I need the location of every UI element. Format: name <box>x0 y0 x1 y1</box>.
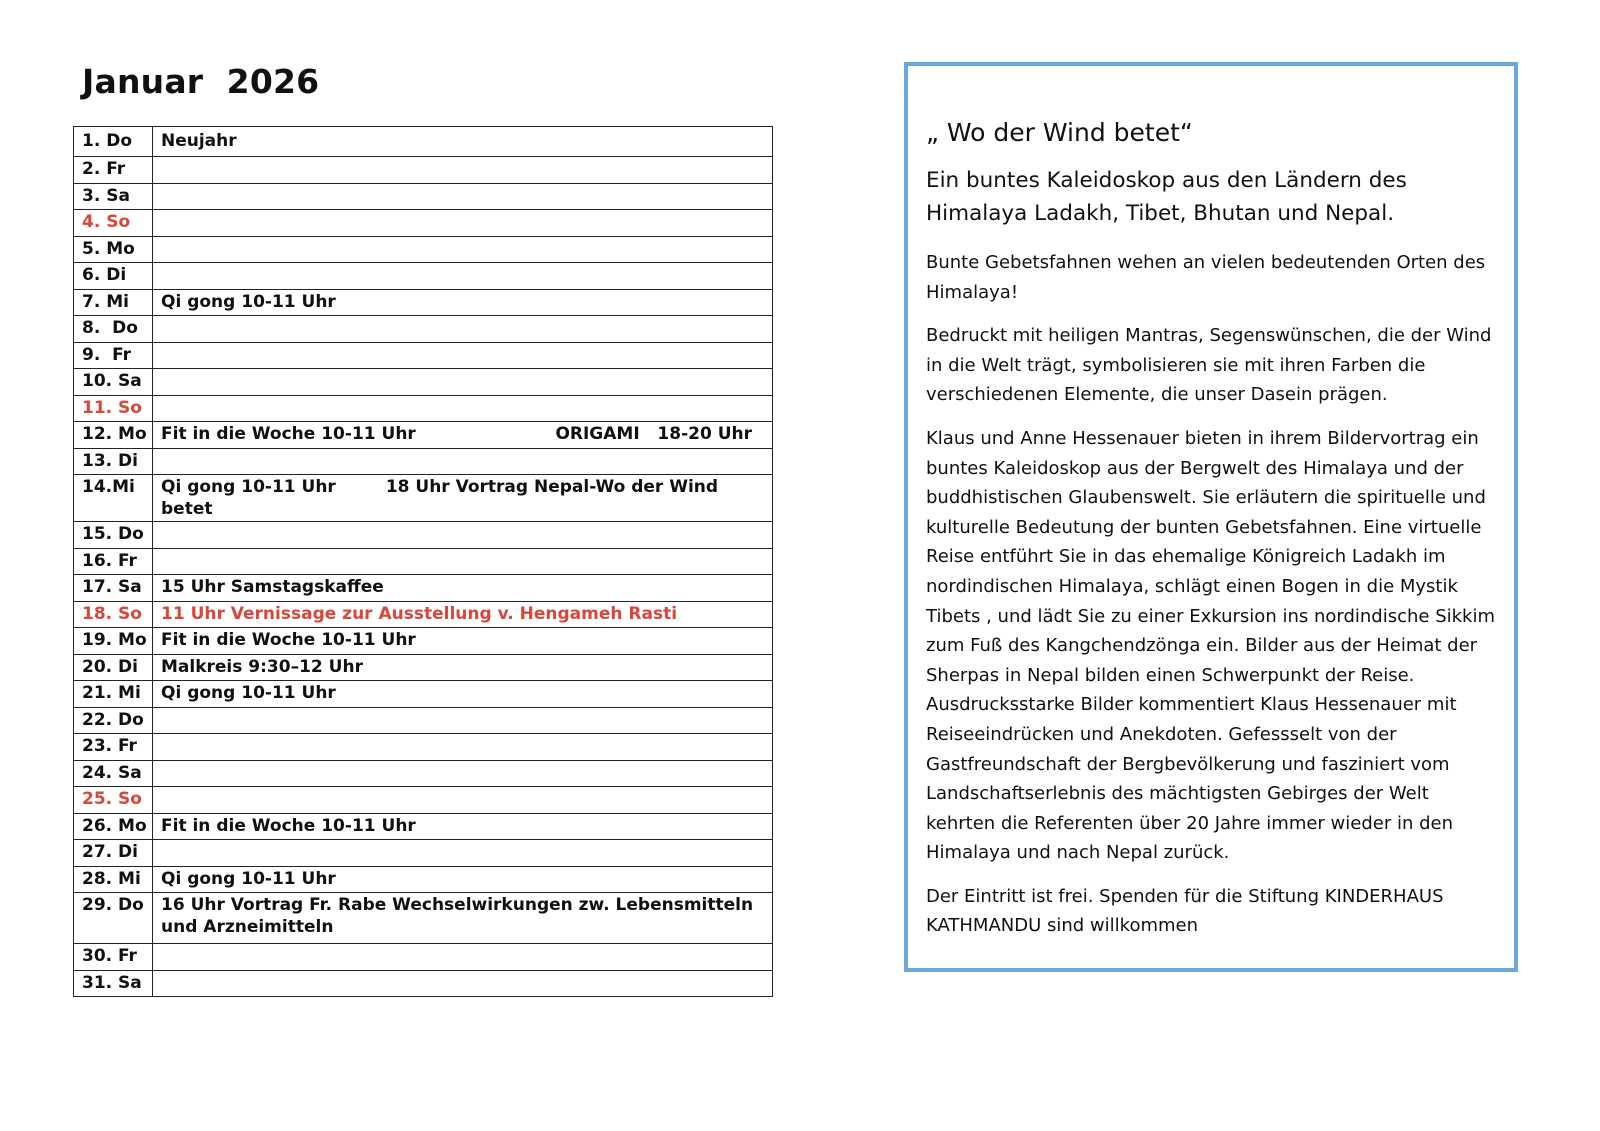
event-cell <box>153 548 773 575</box>
event-cell <box>153 342 773 369</box>
event-cell: Fit in die Woche 10-11 Uhr <box>153 813 773 840</box>
calendar-row <box>74 289 773 316</box>
calendar-row <box>74 970 773 997</box>
info-title: „ Wo der Wind betet“ <box>926 118 1193 147</box>
event-cell <box>153 422 773 449</box>
calendar-table <box>73 126 773 997</box>
calendar-row <box>74 681 773 708</box>
event-cell <box>153 970 773 997</box>
event-cell <box>153 369 773 396</box>
calendar-row <box>74 654 773 681</box>
event-cell <box>153 263 773 290</box>
event-cell <box>153 760 773 787</box>
info-subtitle: Ein buntes Kaleidoskop aus den Ländern des Himalaya Ladakh, Tibet, Bhutan und Nepal. <box>926 168 1407 226</box>
event-cell-highlight: 11 Uhr Vernissage zur Ausstellung v. Hengameh Rasti <box>153 601 773 628</box>
info-paragraph: Bunte Gebetsfahnen wehen an vielen bedeutenden Orten des Himalaya! <box>926 252 1486 303</box>
calendar-row <box>74 263 773 290</box>
day-cell: 8. Do <box>74 316 153 343</box>
day-cell: 29. Do <box>74 893 153 944</box>
day-cell: 27. Di <box>74 840 153 867</box>
day-cell: 2. Fr <box>74 157 153 184</box>
calendar-row <box>74 316 773 343</box>
calendar-row <box>74 787 773 814</box>
day-cell: 30. Fr <box>74 944 153 971</box>
calendar-row <box>74 475 773 522</box>
day-cell: 17. Sa <box>74 575 153 602</box>
day-cell-sunday: 11. So <box>74 395 153 422</box>
event-cell <box>153 734 773 761</box>
calendar-row <box>74 813 773 840</box>
calendar-row <box>74 236 773 263</box>
day-cell: 9. Fr <box>74 342 153 369</box>
calendar-row <box>74 840 773 867</box>
calendar-row <box>74 628 773 655</box>
event-text: Qi gong 10-11 Uhr <box>161 477 336 497</box>
event-cell <box>153 475 773 522</box>
calendar-row <box>74 183 773 210</box>
info-paragraph: Der Eintritt ist frei. Spenden für die Stiftung KINDERHAUS KATHMANDU sind willkommen <box>926 885 1444 937</box>
event-cell <box>153 522 773 549</box>
calendar-row <box>74 601 773 628</box>
calendar-row <box>74 210 773 237</box>
calendar-row <box>74 707 773 734</box>
event-cell <box>153 707 773 734</box>
day-cell: 16. Fr <box>74 548 153 575</box>
calendar-row <box>74 760 773 787</box>
event-cell: Fit in die Woche 10-11 Uhr <box>153 628 773 655</box>
event-text-right: ORIGAMI 18-20 Uhr <box>555 424 752 444</box>
calendar-row <box>74 734 773 761</box>
event-cell <box>153 944 773 971</box>
day-cell: 7. Mi <box>74 289 153 316</box>
day-cell: 24. Sa <box>74 760 153 787</box>
event-cell: Qi gong 10-11 Uhr <box>153 681 773 708</box>
event-cell <box>153 316 773 343</box>
calendar-row <box>74 866 773 893</box>
day-cell: 3. Sa <box>74 183 153 210</box>
day-cell: 19. Mo <box>74 628 153 655</box>
day-cell: 28. Mi <box>74 866 153 893</box>
day-cell: 13. Di <box>74 448 153 475</box>
event-cell: 16 Uhr Vortrag Fr. Rabe Wechselwirkungen zw. Lebensmitteln und Arzneimitteln <box>153 893 773 944</box>
event-cell: Qi gong 10-11 Uhr <box>153 289 773 316</box>
day-cell: 21. Mi <box>74 681 153 708</box>
day-cell: 10. Sa <box>74 369 153 396</box>
day-cell: 15. Do <box>74 522 153 549</box>
calendar-row <box>74 395 773 422</box>
info-paragraph: Klaus und Anne Hessenauer bieten in ihrem Bildervortrag ein buntes Kaleidoskop aus der Bergwelt des Himalaya und der buddhistischen Glaubenswelt. Sie erläutern die spirituelle und kulturelle Bedeutung der bunten Gebetsfahnen. Eine virtuelle Reise entführt Sie in das ehemalige Königreich Ladakh im nordindischen Himalaya, schlägt einen Bogen in die Mystik Tibets , und lädt Sie zu einer Exkursion ins nordindische Sikkim zum Fuß des Kangchendzönga ein. Bilder aus der Heimat der Sherpas in Nepal bilden einen Schwerpunkt der Reise. Ausdrucksstarke Bilder kommentiert Klaus Hessenauer mit Reiseeindrücken und Anekdoten. Gefessselt von der Gastfreundschaft der Bergbevölkerung und fasziniert vom Landschaftserlebnis des mächtigsten Gebirges der Welt kehrten die Referenten über 20 Jahre immer wieder in den Himalaya und nach Nepal zurück. <box>926 427 1496 864</box>
event-cell: Malkreis 9:30–12 Uhr <box>153 654 773 681</box>
event-cell <box>153 236 773 263</box>
calendar-row <box>74 369 773 396</box>
calendar-row <box>74 127 773 157</box>
event-cell <box>153 395 773 422</box>
calendar-row <box>74 448 773 475</box>
event-cell <box>153 448 773 475</box>
event-cell <box>153 210 773 237</box>
event-cell <box>153 787 773 814</box>
event-cell: Qi gong 10-11 Uhr <box>153 866 773 893</box>
info-paragraph: Bedruckt mit heiligen Mantras, Segenswünschen, die der Wind in die Welt trägt, symbolisieren sie mit ihren Farben die verschiedenen Elemente, die unser Dasein prägen. <box>926 325 1492 406</box>
day-cell-sunday: 18. So <box>74 601 153 628</box>
calendar-row <box>74 575 773 602</box>
event-cell: 15 Uhr Samstagskaffee <box>153 575 773 602</box>
day-cell: 6. Di <box>74 263 153 290</box>
day-cell: 31. Sa <box>74 970 153 997</box>
day-cell: 23. Fr <box>74 734 153 761</box>
day-cell-sunday: 4. So <box>74 210 153 237</box>
event-cell <box>153 840 773 867</box>
page-title: Januar 2026 <box>82 62 320 101</box>
calendar-row <box>74 522 773 549</box>
day-cell: 22. Do <box>74 707 153 734</box>
calendar-row <box>74 944 773 971</box>
day-cell: 14.Mi <box>74 475 153 522</box>
day-cell: 20. Di <box>74 654 153 681</box>
event-cell: Neujahr <box>153 127 773 157</box>
calendar-row <box>74 548 773 575</box>
day-cell: 26. Mo <box>74 813 153 840</box>
day-cell: 12. Mo <box>74 422 153 449</box>
calendar-body <box>74 127 773 997</box>
event-text: Fit in die Woche 10-11 Uhr <box>161 424 416 444</box>
calendar-row <box>74 342 773 369</box>
day-cell: 5. Mo <box>74 236 153 263</box>
event-text-secondary: 18 Uhr Vortrag Nepal-Wo der Wind betet <box>161 477 719 519</box>
calendar-row <box>74 157 773 184</box>
calendar-row <box>74 422 773 449</box>
event-cell <box>153 183 773 210</box>
event-cell <box>153 157 773 184</box>
event-info-box <box>904 62 1518 972</box>
calendar-row <box>74 893 773 944</box>
day-cell-sunday: 25. So <box>74 787 153 814</box>
day-cell: 1. Do <box>74 127 153 157</box>
